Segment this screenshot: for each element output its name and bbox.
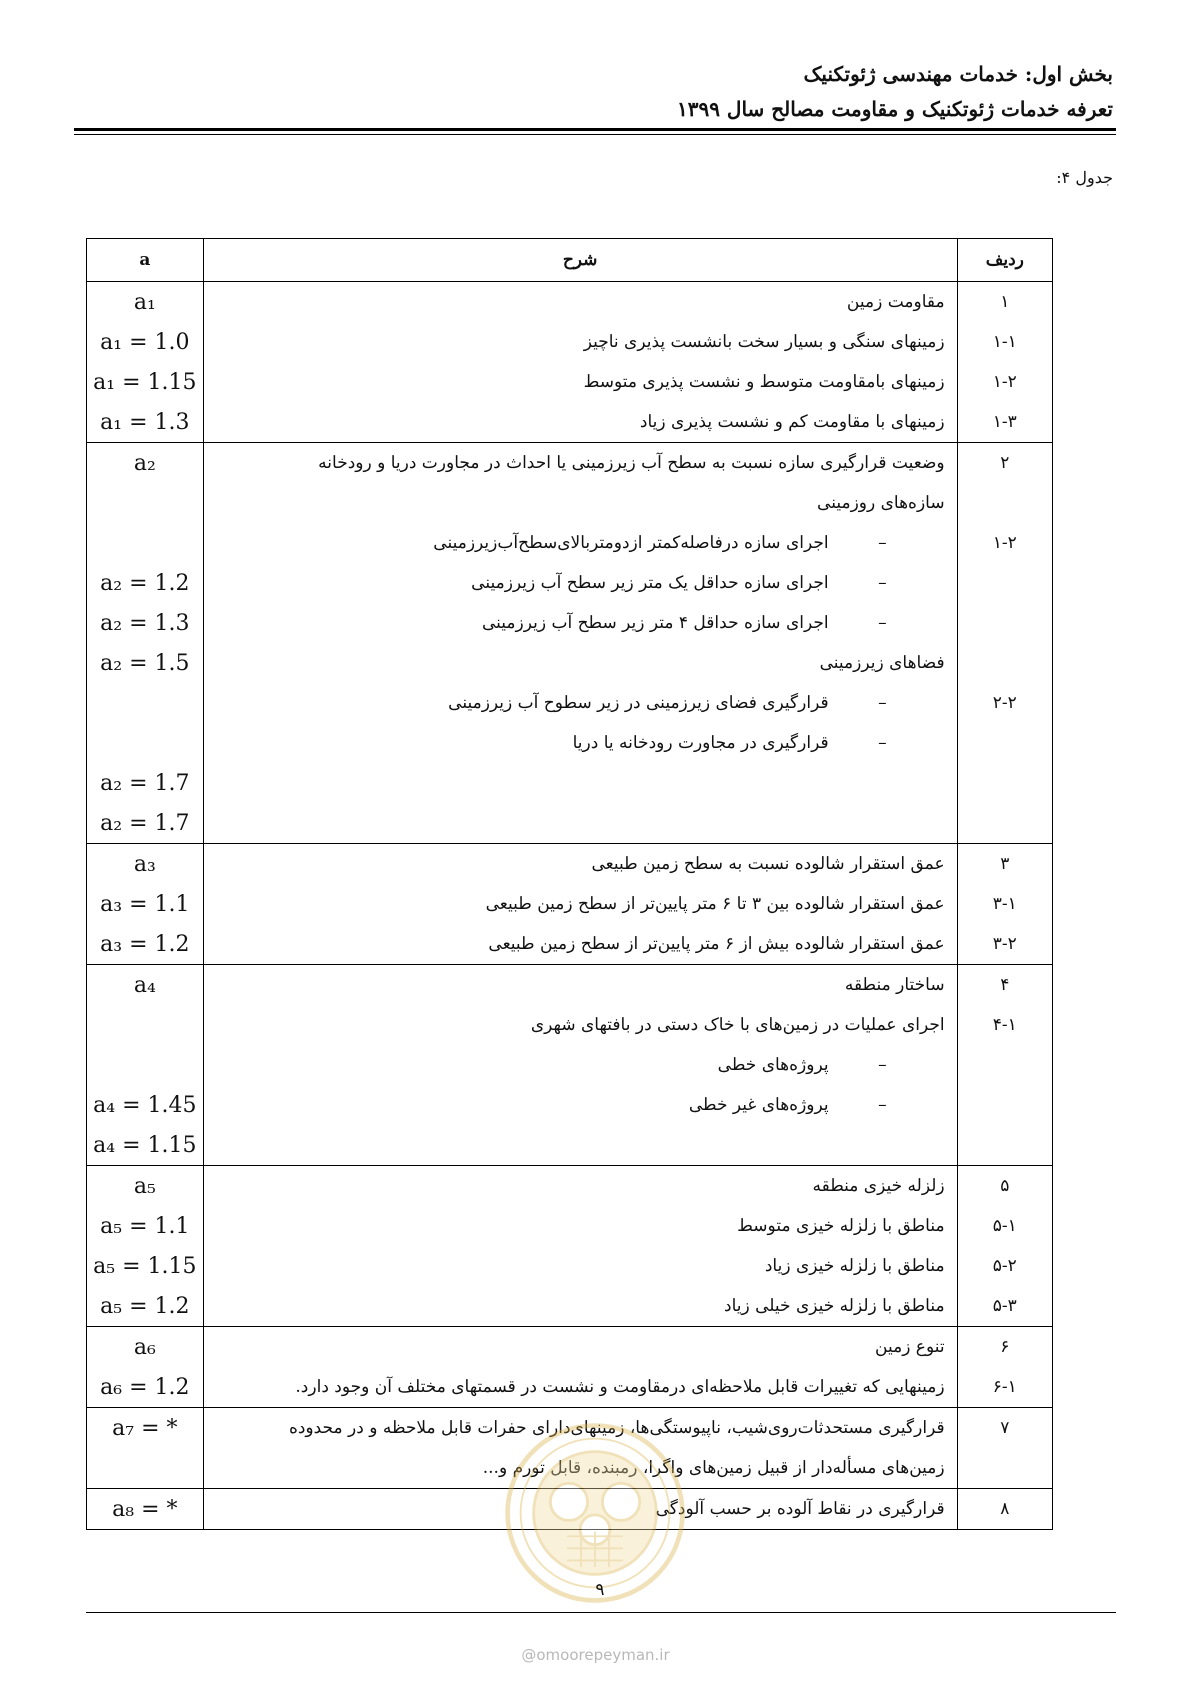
coefficient-table	[86, 238, 1053, 1530]
table-row	[87, 884, 1053, 924]
header-document-title: تعرفه خدمات ژئوتکنیک و مقاومت مصالح سال ۱۳۹۹	[676, 97, 1113, 121]
row-number	[957, 1045, 1052, 1085]
row-coefficient: a₂ = 1.7	[87, 803, 204, 844]
row-description: فضاهای زیرزمینی	[203, 643, 957, 683]
row-coefficient	[87, 483, 204, 523]
table-row	[87, 282, 1053, 323]
table-row	[87, 1327, 1053, 1368]
row-description: مناطق با زلزله خیزی متوسط	[203, 1206, 957, 1246]
row-number	[957, 563, 1052, 603]
row-description: عمق استقرار شالوده نسبت به سطح زمین طبیعی	[203, 844, 957, 885]
bullet-dash: –	[878, 613, 887, 633]
row-coefficient: a₃	[87, 844, 204, 885]
row-coefficient	[87, 1045, 204, 1085]
table-row	[87, 683, 1053, 723]
header-row-number: ردیف	[957, 239, 1052, 282]
seal-watermark-icon	[502, 1420, 688, 1606]
header-coefficient: a	[87, 239, 204, 282]
page-number: ۹	[595, 1580, 605, 1600]
row-description: زلزله خیزی منطقه	[203, 1166, 957, 1207]
description-text: اجرای سازه درفاصله‌کمتر ازدومتربالای‌سطح‌آب‌زیرزمینی	[433, 533, 829, 553]
bullet-dash: –	[878, 533, 887, 553]
row-coefficient	[87, 523, 204, 563]
row-number: ۶-۱	[957, 1367, 1052, 1408]
row-description	[203, 563, 957, 603]
description-text: پروژه‌های خطی	[717, 1055, 829, 1075]
row-number	[957, 763, 1052, 803]
row-description: زمینهای با مقاومت کم و نشست پذیری زیاد	[203, 402, 957, 443]
row-description: مناطق با زلزله خیزی زیاد	[203, 1246, 957, 1286]
row-coefficient: a₂ = 1.5	[87, 643, 204, 683]
row-description: زمینهایی که تغییرات قابل ملاحظه‌ای درمقاومت و نشست در قسمتهای مختلف آن وجود دارد.	[203, 1367, 957, 1408]
row-coefficient: a₄ = 1.15	[87, 1125, 204, 1166]
row-number: ۱-۲	[957, 362, 1052, 402]
row-description: ساختار منطقه	[203, 965, 957, 1006]
description-text: قرارگیری فضای زیرزمینی در زیر سطوح آب زیرزمینی	[448, 693, 829, 713]
header-description: شرح	[203, 239, 957, 282]
table-row	[87, 603, 1053, 643]
row-number	[957, 603, 1052, 643]
row-coefficient: a₃ = 1.1	[87, 884, 204, 924]
table-row	[87, 723, 1053, 763]
row-number	[957, 643, 1052, 683]
table-row	[87, 763, 1053, 803]
description-text: قرارگیری در مجاورت رودخانه یا دریا	[572, 733, 829, 753]
row-coefficient: a₄	[87, 965, 204, 1006]
row-number: ۲-۲	[957, 683, 1052, 723]
row-description: زمینهای بامقاومت متوسط و نشست پذیری متوسط	[203, 362, 957, 402]
row-number: ۳-۲	[957, 924, 1052, 965]
row-description: قرارگیری مستحدثات‌روی‌شیب، ناپیوستگی‌ها، زمینهای‌دارای حفرات قابل ملاحظه و در محدوده	[203, 1408, 957, 1449]
row-description: عمق استقرار شالوده بین ۳ تا ۶ متر پایین‌تر از سطح زمین طبیعی	[203, 884, 957, 924]
row-description: مناطق با زلزله خیزی خیلی زیاد	[203, 1286, 957, 1327]
row-description	[203, 523, 957, 563]
table-row	[87, 1246, 1053, 1286]
row-description: سازه‌های روزمینی	[203, 483, 957, 523]
row-number	[957, 1448, 1052, 1489]
row-coefficient	[87, 723, 204, 763]
row-coefficient: a₅ = 1.1	[87, 1206, 204, 1246]
row-description	[203, 1085, 957, 1125]
row-description: مقاومت زمین	[203, 282, 957, 323]
row-coefficient: a₁ = 1.0	[87, 322, 204, 362]
row-description: زمینهای سنگی و بسیار سخت بانشست پذیری ناچیز	[203, 322, 957, 362]
row-coefficient	[87, 683, 204, 723]
row-number: ۶	[957, 1327, 1052, 1368]
description-text: اجرای سازه حداقل یک متر زیر سطح آب زیرزمینی	[471, 573, 829, 593]
description-text: پروژه‌های غیر خطی	[688, 1095, 829, 1115]
table-row	[87, 362, 1053, 402]
row-number	[957, 1085, 1052, 1125]
bullet-dash: –	[878, 1095, 887, 1115]
table-row	[87, 1085, 1053, 1125]
table-row	[87, 803, 1053, 844]
bullet-dash: –	[878, 733, 887, 753]
row-coefficient: a₅ = 1.15	[87, 1246, 204, 1286]
table-row	[87, 1367, 1053, 1408]
header-rule-thin	[74, 134, 1116, 135]
row-description: زمین‌های مسأله‌دار از قبیل زمین‌های واگرا، رمبنده، قابل تورم و...	[203, 1448, 957, 1489]
row-coefficient: a₂ = 1.2	[87, 563, 204, 603]
table-row	[87, 523, 1053, 563]
row-coefficient: a₆	[87, 1327, 204, 1368]
table-row	[87, 1206, 1053, 1246]
row-coefficient	[87, 1005, 204, 1045]
table-row	[87, 443, 1053, 484]
table-row	[87, 924, 1053, 965]
row-number: ۷	[957, 1408, 1052, 1449]
row-description	[203, 603, 957, 643]
row-number	[957, 483, 1052, 523]
row-coefficient: a₁ = 1.15	[87, 362, 204, 402]
table-row	[87, 322, 1053, 362]
header-section-title: بخش اول: خدمات مهندسی ژئوتکنیک	[803, 62, 1113, 86]
row-description	[203, 1045, 957, 1085]
table-row	[87, 483, 1053, 523]
row-description	[203, 723, 957, 763]
row-number	[957, 723, 1052, 763]
table-header-row	[87, 239, 1053, 282]
table-row	[87, 844, 1053, 885]
footer-rule	[86, 1612, 1116, 1613]
row-coefficient: a₄ = 1.45	[87, 1085, 204, 1125]
table-row	[87, 965, 1053, 1006]
row-description: وضعیت قرارگیری سازه نسبت به سطح آب زیرزمینی یا احداث در مجاورت دریا و رودخانه	[203, 443, 957, 484]
row-number: ۱	[957, 282, 1052, 323]
description-text: اجرای سازه حداقل ۴ متر زیر سطح آب زیرزمینی	[481, 613, 829, 633]
row-number: ۸	[957, 1489, 1052, 1530]
row-number	[957, 1125, 1052, 1166]
table-row	[87, 402, 1053, 443]
row-coefficient: a₅ = 1.2	[87, 1286, 204, 1327]
table-row	[87, 1286, 1053, 1327]
row-number	[957, 803, 1052, 844]
header-rule-thick	[74, 128, 1116, 131]
table-body	[87, 282, 1053, 1530]
row-coefficient: a₁ = 1.3	[87, 402, 204, 443]
row-description	[203, 803, 957, 844]
footer-website: @omoorepeyman.ir	[521, 1646, 670, 1664]
bullet-dash: –	[878, 573, 887, 593]
row-coefficient: a₆ = 1.2	[87, 1367, 204, 1408]
row-description	[203, 1125, 957, 1166]
row-description: عمق استقرار شالوده بیش از ۶ متر پایین‌تر از سطح زمین طبیعی	[203, 924, 957, 965]
table-row	[87, 643, 1053, 683]
row-number: ۵	[957, 1166, 1052, 1207]
row-number: ۲	[957, 443, 1052, 484]
table-row	[87, 563, 1053, 603]
row-number: ۱-۱	[957, 322, 1052, 362]
table-row	[87, 1005, 1053, 1045]
bullet-dash: –	[878, 693, 887, 713]
row-coefficient: a₅	[87, 1166, 204, 1207]
row-coefficient: a₂ = 1.3	[87, 603, 204, 643]
row-coefficient: a₇ = *	[87, 1408, 204, 1449]
row-number: ۱-۳	[957, 402, 1052, 443]
row-coefficient: a₃ = 1.2	[87, 924, 204, 965]
row-description	[203, 763, 957, 803]
row-description	[203, 683, 957, 723]
row-coefficient: a₂	[87, 443, 204, 484]
row-coefficient	[87, 1448, 204, 1489]
row-number: ۵-۱	[957, 1206, 1052, 1246]
row-description: تنوع زمین	[203, 1327, 957, 1368]
bullet-dash: –	[878, 1055, 887, 1075]
row-number: ۳	[957, 844, 1052, 885]
row-coefficient: a₂ = 1.7	[87, 763, 204, 803]
table-row	[87, 1125, 1053, 1166]
row-coefficient: a₈ = *	[87, 1489, 204, 1530]
row-description: اجرای عملیات در زمین‌های با خاک دستی در بافتهای شهری	[203, 1005, 957, 1045]
row-number: ۳-۱	[957, 884, 1052, 924]
table-caption: جدول ۴:	[1056, 168, 1113, 187]
table-row	[87, 1166, 1053, 1207]
row-number: ۵-۲	[957, 1246, 1052, 1286]
row-coefficient: a₁	[87, 282, 204, 323]
row-number: ۴-۱	[957, 1005, 1052, 1045]
row-number: ۱-۲	[957, 523, 1052, 563]
row-description: قرارگیری در نقاط آلوده بر حسب آلودگی	[203, 1489, 957, 1530]
row-number: ۵-۳	[957, 1286, 1052, 1327]
row-number: ۴	[957, 965, 1052, 1006]
table-row	[87, 1045, 1053, 1085]
